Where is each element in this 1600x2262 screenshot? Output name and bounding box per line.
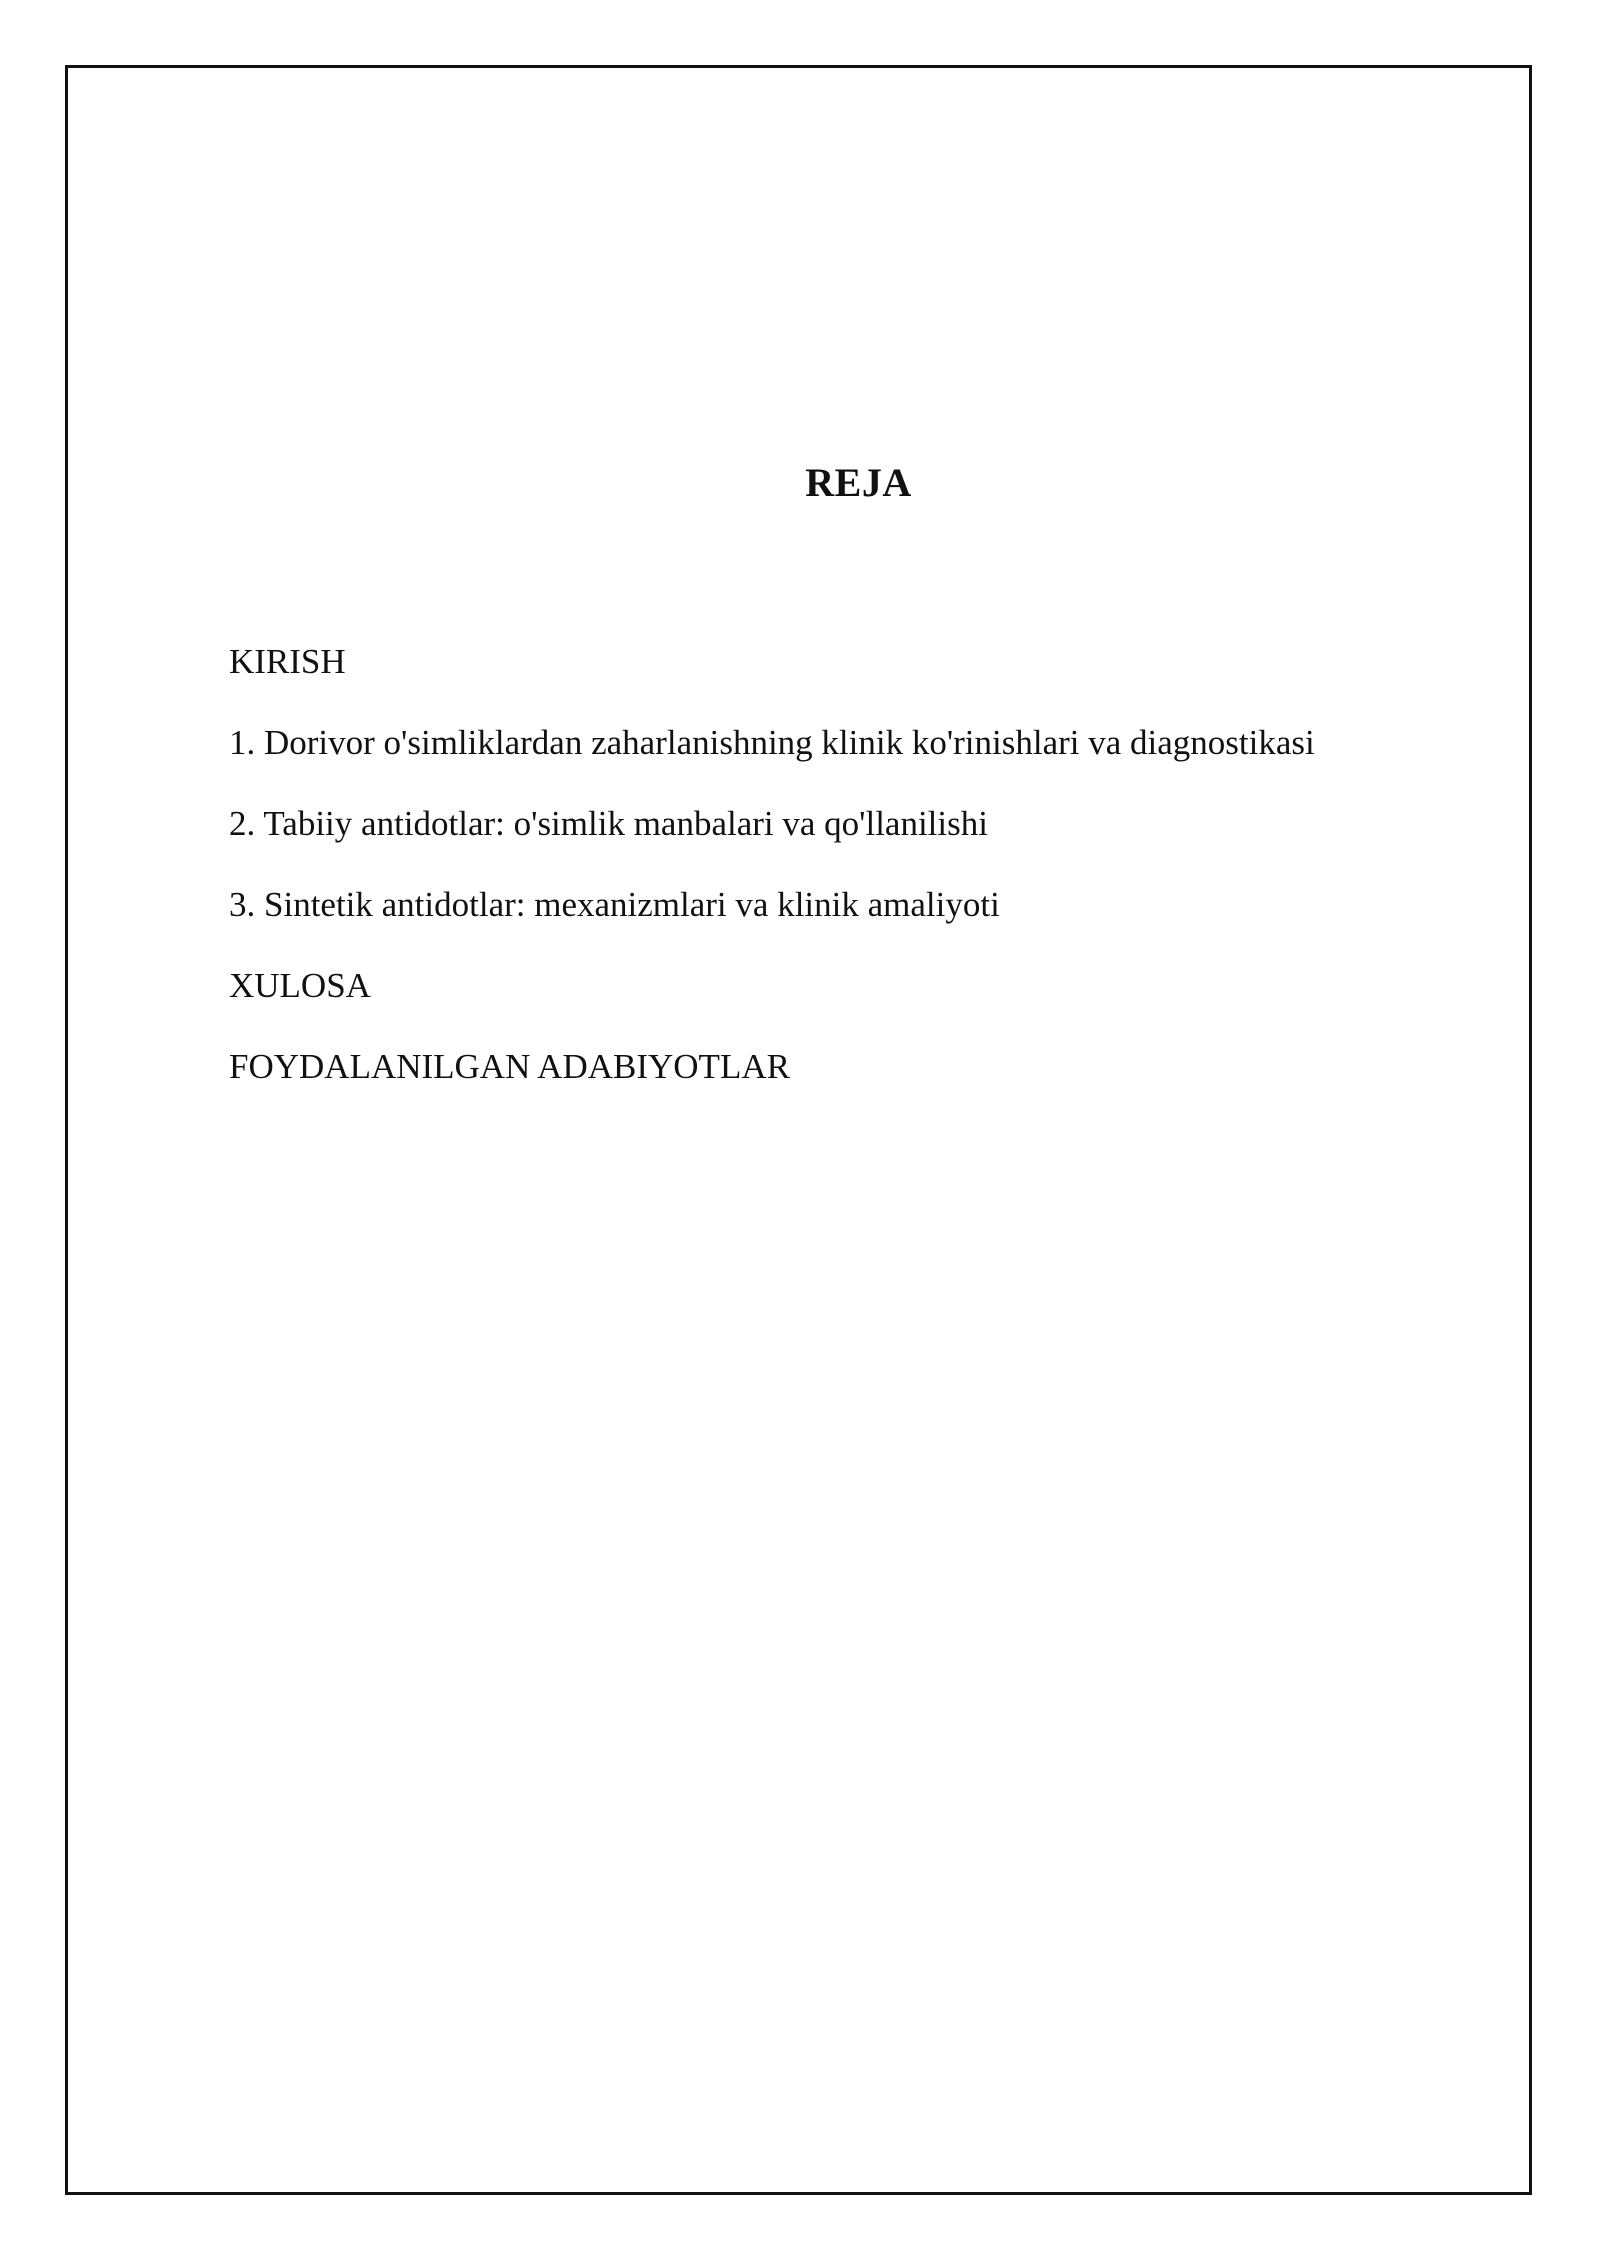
toc-item-references: FOYDALANILGAN ADABIYOTLAR: [229, 1047, 790, 1086]
table-of-contents: [229, 641, 1315, 1127]
toc-item-section-3: 3. Sintetik antidotlar: mexanizmlari va klinik amaliyoti: [229, 885, 1000, 924]
toc-item-introduction: KIRISH: [229, 642, 346, 681]
toc-item-section-2: 2. Tabiiy antidotlar: o'simlik manbalari va qo'llanilishi: [229, 804, 988, 843]
page-border-frame: [65, 65, 1532, 2195]
toc-item-section-1: 1. Dorivor o'simliklardan zaharlanishning klinik ko'rinishlari va diagnostikasi: [229, 723, 1315, 762]
page-title: REJA: [805, 460, 912, 505]
toc-item-conclusion: XULOSA: [229, 966, 371, 1005]
